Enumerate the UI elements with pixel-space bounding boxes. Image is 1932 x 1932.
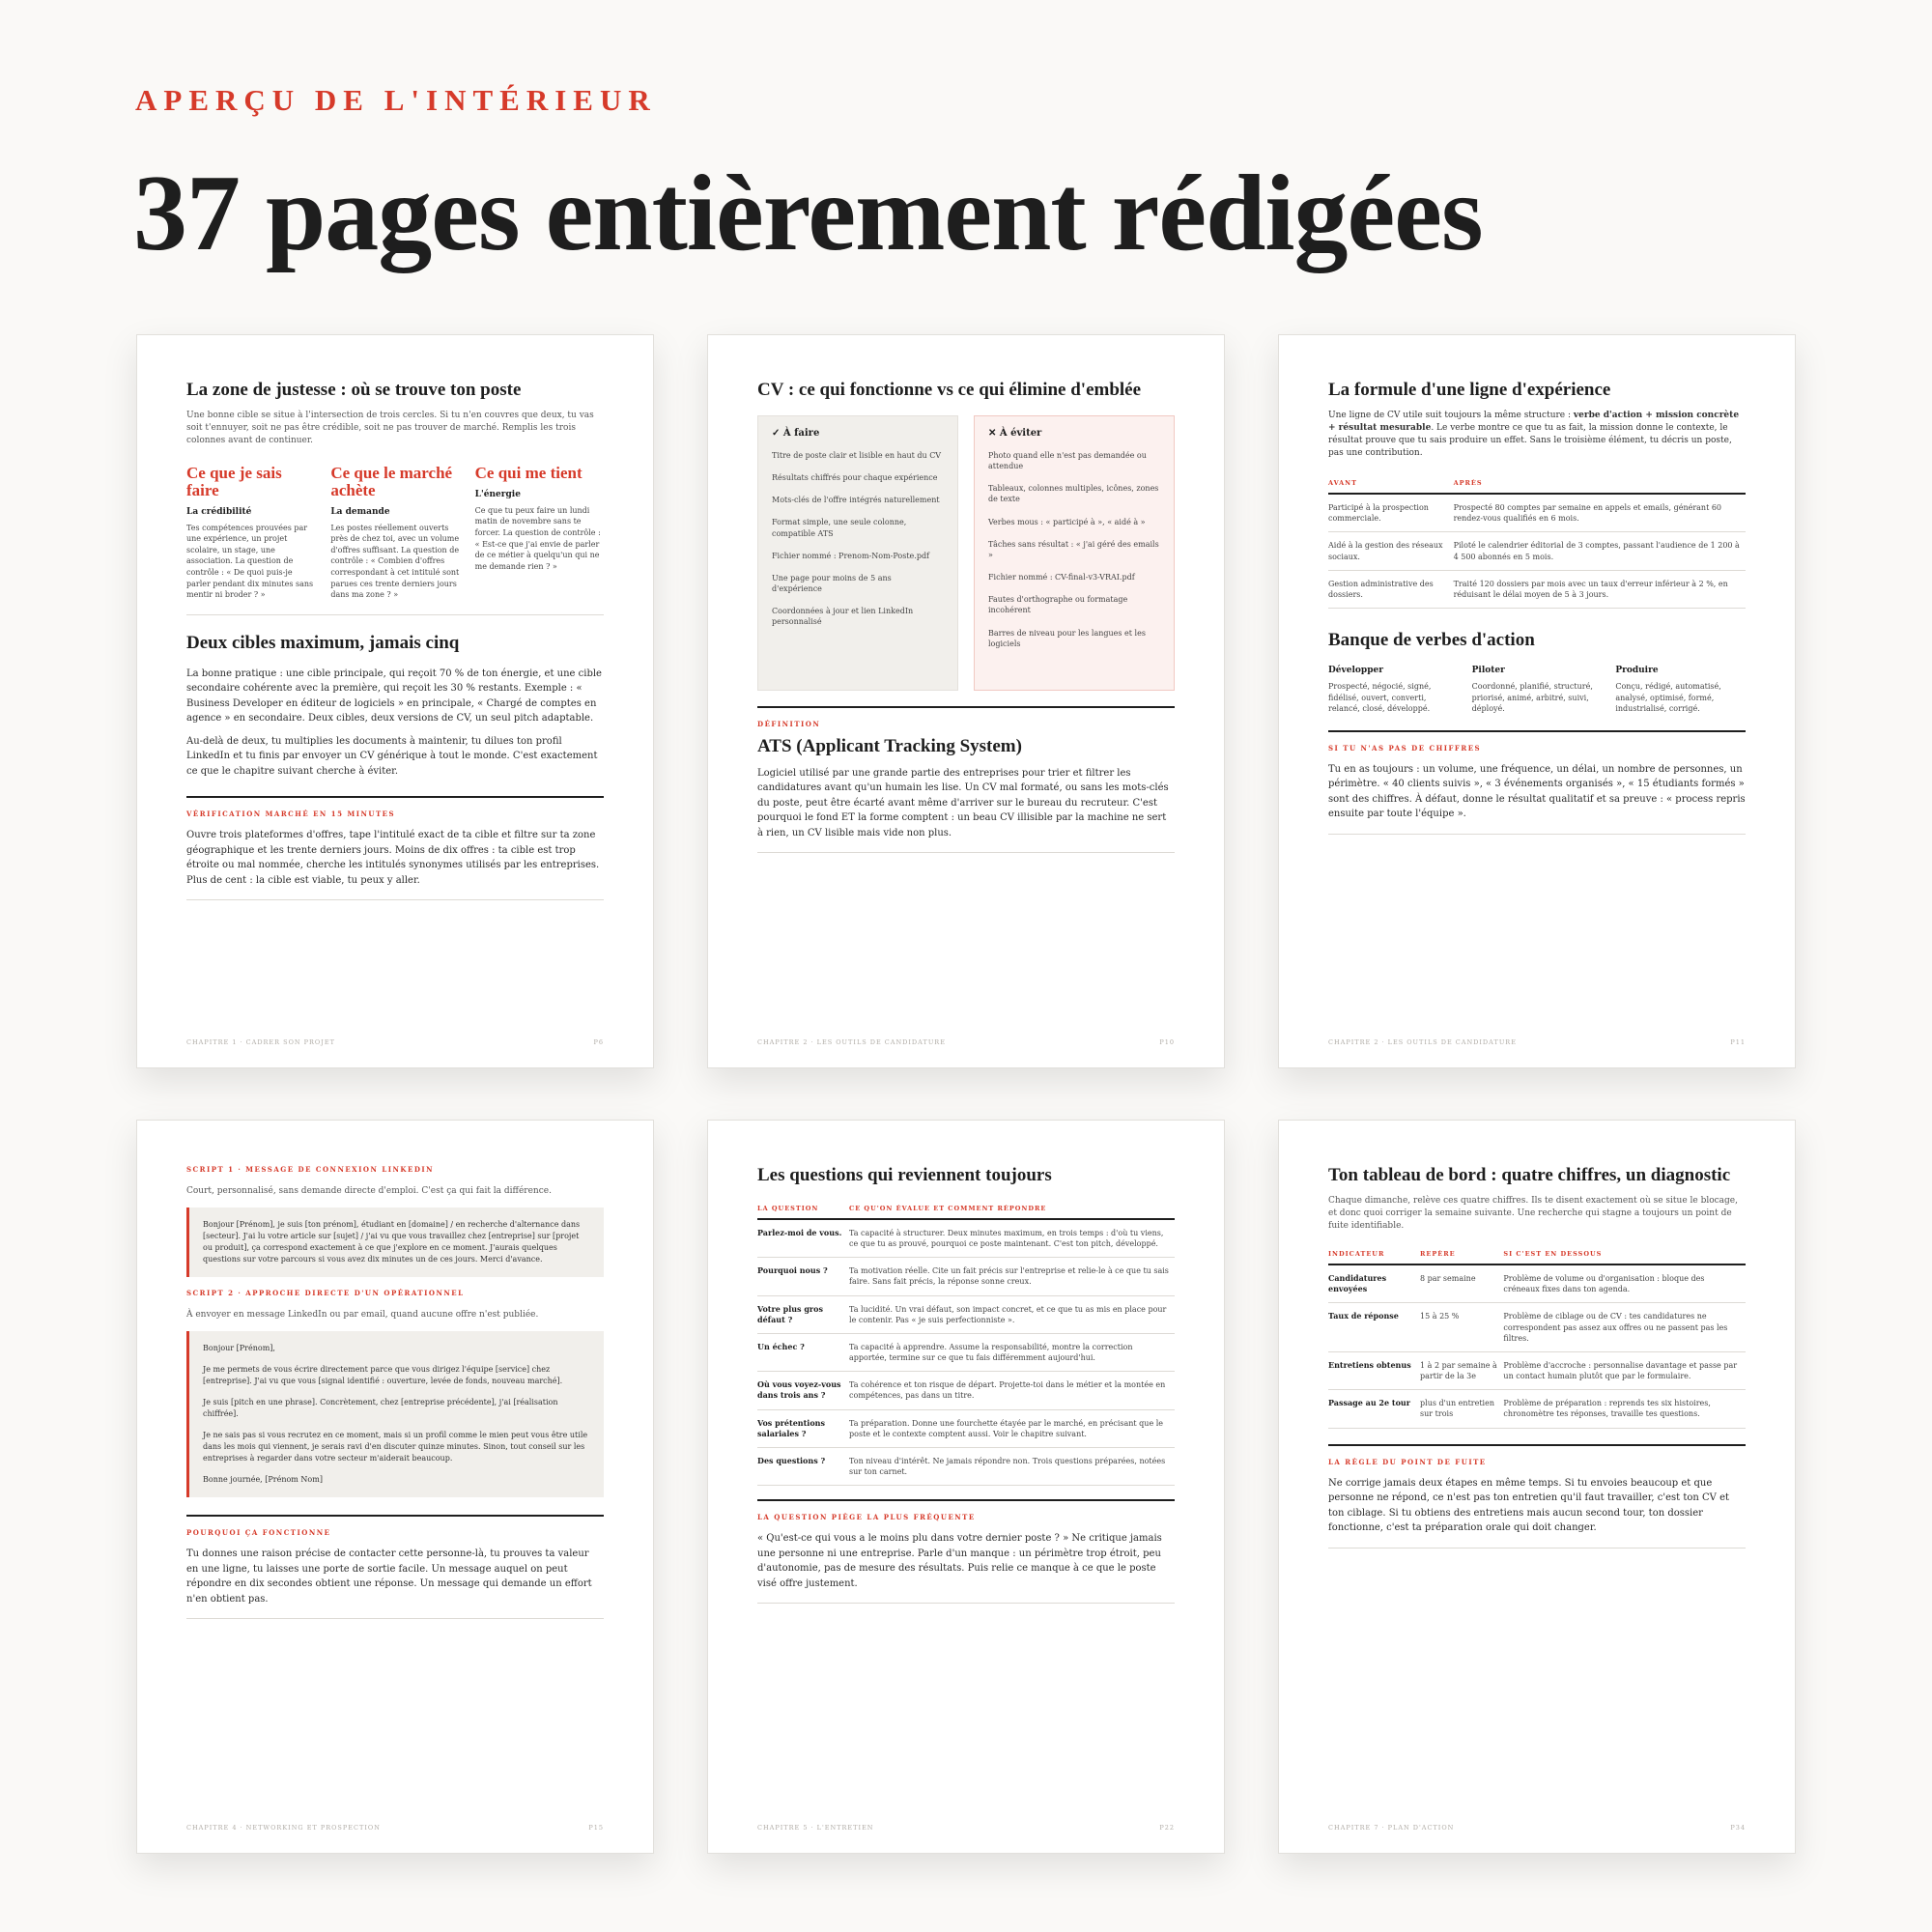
column-3 [475, 465, 604, 601]
script-quote-2 [186, 1331, 604, 1497]
paragraph: « Qu'est-ce qui vous a le moins plu dans votre dernier poste ? » Ne critique jamais une personne ni une entreprise. Parle d'un manque : un périmètre trop étroit, peu d'autonomie, pas de mesure des résultats. Puis relie ce manque à ce que le poste visé offre justement. [757, 1533, 1162, 1589]
script-note: Court, personnalisé, sans demande directe d'emploi. C'est ça qui fait la différence. [186, 1186, 552, 1196]
table-cell: Vos prétentions salariales ? [757, 1409, 849, 1447]
table-cell: Problème de ciblage ou de CV : tes candidatures ne correspondent pas assez aux offres ou ne passent pas les filtres. [1503, 1303, 1746, 1352]
intro-formula: verbe d'action + mission concrète + résultat mesurable [1328, 410, 1740, 433]
definition-text: Logiciel utilisé par une grande partie des entreprises pour trier et filtrer les candidatures avant qu'un humain les lise. Un CV mal formaté, ou sans les mots-clés du poste, peut être écarté avant même d'arriver sur le bureau du recruteur. C'est pourquoi le fond ET la forme comptent : un beau CV illisible par la machine ne sert à rien, un CV lisible mais vide non plus. [757, 767, 1169, 838]
intro-text: Une ligne de CV utile suit toujours la même structure : [1328, 410, 1574, 420]
footer-page-number: P15 [588, 1824, 604, 1832]
page6-title: Ton tableau de bord : quatre chiffres, un diagnostic [1328, 1165, 1731, 1185]
page1-columns [186, 465, 604, 601]
verb-column [1328, 666, 1459, 715]
page2-title: CV : ce qui fonctionne vs ce qui élimine d'emblée [757, 380, 1142, 400]
divider [1328, 834, 1746, 835]
table-cell: Ta préparation. Donne une fourchette étayée par le marché, en précisant que le poste et le contexte comptent aussi. Voir le chapitre suivant. [849, 1409, 1175, 1447]
list-item: Fautes d'orthographe ou formatage incohérent [988, 595, 1128, 615]
footer-page-number: P22 [1159, 1824, 1175, 1832]
script-quote-1: Bonjour [Prénom], je suis [ton prénom], étudiant en [domaine] / en recherche d'alternance dans [secteur]. J'ai lu votre article sur [sujet] / j'ai vu que vous travaillez chez [entreprise] sur [projet ou produit], ça correspond exactement à ce que j'explore en ce moment. J'aurais quelques questions sur votre parcours si vous avez dix minutes un de ces jours. Merci d'avance. [186, 1208, 604, 1277]
kicker: DÉFINITION [757, 719, 821, 728]
table-cell: Parlez-moi de vous. [757, 1219, 849, 1258]
table-row [757, 1448, 1175, 1486]
divider [186, 1618, 604, 1619]
preview-page-1 [136, 334, 654, 1068]
table-cell: 15 à 25 % [1420, 1303, 1503, 1352]
divider [1328, 730, 1746, 732]
table-cell: 1 à 2 par semaine à partir de la 3e [1420, 1351, 1503, 1389]
column-text: Les postes réellement ouverts près de chez toi, avec un volume d'offres suffisant. La question de contrôle : « Combien d'offres correspondant à cet intitulé sont parues ces trente derniers jours dans ma zone ? » [330, 523, 460, 600]
divider [186, 614, 604, 615]
eyebrow: APERÇU DE L'INTÉRIEUR [135, 83, 657, 117]
column-header: LA QUESTION [757, 1199, 849, 1219]
kicker: SCRIPT 2 · APPROCHE DIRECTE D'UN OPÉRATIONNEL [186, 1289, 465, 1298]
column-title: Ce qui me tient [474, 463, 582, 482]
divider [757, 1603, 1175, 1604]
table-cell: Ta capacité à structurer. Deux minutes maximum, en trois temps : d'où tu viens, ce que tu as prouvé, pourquoi ce poste maintenant. C'est ton pitch, développé. [849, 1219, 1175, 1258]
kicker: SI TU N'AS PAS DE CHIFFRES [1328, 743, 1482, 753]
table-cell: Gestion administrative des dossiers. [1328, 570, 1454, 608]
footer-chapter: CHAPITRE 4 · NETWORKING ET PROSPECTION [186, 1824, 381, 1832]
page6-intro: Chaque dimanche, relève ces quatre chiffres. Ils te disent exactement où se situe le blocage, et donc quoi corriger la semaine suivante. Une recherche qui stagne a toujours un point de fuite identifiable. [1328, 1195, 1738, 1231]
do-title: ✓ À faire [772, 427, 820, 439]
preview-page-2 [707, 334, 1225, 1068]
page-footer [757, 1824, 1175, 1832]
page-title: 37 pages entièrement rédigées [133, 154, 1483, 273]
verb-text: Coordonné, planifié, structuré, priorisé, animé, arbitré, suivi, déployé. [1471, 681, 1593, 714]
column-title: Ce que je sais faire [186, 463, 282, 499]
paragraph: Au-delà de deux, tu multiplies les documents à maintenir, tu dilues ton profil LinkedIn et tu finis par envoyer un CV générique à tout le monde. C'est exactement ce que le chapitre suivant cherche à éviter. [186, 735, 598, 777]
list-item: Tableaux, colonnes multiples, icônes, zones de texte [988, 484, 1159, 504]
paragraph: Tu donnes une raison précise de contacter cette personne-là, tu prouves ta valeur en une ligne, tu laisses une porte de sortie facile. Un message auquel on peut répondre en dix secondes obtient une réponse. Un message qui demande un effort n'en obtient pas. [186, 1548, 592, 1605]
table-row [1328, 570, 1746, 608]
list-item: Une page pour moins de 5 ans d'expérience [772, 573, 892, 594]
page1-intro: Une bonne cible se situe à l'intersection de trois cercles. Si tu n'en couvres que deux, tu vas soit t'ennuyer, soit ne pas être crédible, soit ne pas trouver de marché. Remplis les trois colonnes avant de continuer. [186, 410, 594, 445]
column-header: SI C'EST EN DESSOUS [1503, 1244, 1746, 1264]
verb-bank [1328, 666, 1746, 715]
definition-title: ATS (Applicant Tracking System) [757, 735, 1022, 756]
questions-table [757, 1199, 1175, 1487]
table-row [1328, 1264, 1746, 1303]
page-footer [186, 1038, 604, 1046]
divider [757, 706, 1175, 708]
footer-page-number: P6 [593, 1038, 604, 1046]
divider [1328, 1444, 1746, 1446]
preview-page-5 [707, 1120, 1225, 1854]
page1-title: La zone de justesse : où se trouve ton poste [186, 380, 522, 400]
verb-column [1615, 666, 1746, 715]
list-item: Fichier nommé : CV-final-v3-VRAI.pdf [988, 573, 1135, 582]
quote-line: Bonne journée, [Prénom Nom] [203, 1475, 323, 1485]
verb-title: Développer [1328, 665, 1383, 675]
verb-text: Prospecté, négocié, signé, fidélisé, ouvert, converti, relancé, closé, développé. [1328, 681, 1432, 714]
column-2 [330, 465, 459, 601]
column-title: Ce que le marché achète [330, 463, 453, 499]
kicker: VÉRIFICATION MARCHÉ EN 15 MINUTES [186, 810, 396, 819]
column-header: AVANT [1328, 473, 1454, 494]
column-header: APRÈS [1454, 473, 1746, 494]
dont-box [974, 415, 1175, 691]
footer-chapter: CHAPITRE 2 · LES OUTILS DE CANDIDATURE [1328, 1038, 1517, 1046]
column-text: Ce que tu peux faire un lundi matin de novembre sans te forcer. La question de contrôle : « Est-ce que j'ai envie de parler de ce métier à quelqu'un qui ne me demande rien ? » [474, 505, 601, 571]
table-cell: Prospecté 80 comptes par semaine en appels et emails, générant 60 rendez-vous qualifiés en 6 mois. [1454, 494, 1746, 532]
divider [186, 899, 604, 900]
table-cell: Candidatures envoyées [1328, 1264, 1420, 1303]
table-cell: Ta cohérence et ton risque de départ. Projette-toi dans le métier et la montée en compétences, pas dans un titre. [849, 1372, 1175, 1409]
kicker: POURQUOI ÇA FONCTIONNE [186, 1528, 331, 1538]
script-note: À envoyer en message LinkedIn ou par email, quand aucune offre n'est publiée. [186, 1310, 539, 1321]
table-cell: Problème de volume ou d'organisation : bloque des créneaux fixes dans ton agenda. [1503, 1264, 1746, 1303]
list-item: Barres de niveau pour les langues et les logiciels [988, 628, 1146, 648]
list-item: Titre de poste clair et lisible en haut du CV [772, 450, 942, 460]
table-row [757, 1333, 1175, 1371]
quote-line: Je ne sais pas si vous recrutez en ce moment, mais si un profil comme le mien peut vous être utile dans les mois qui viennent, je serais ravi d'en discuter quinze minutes. Sinon, tout conseil sur les entreprises à regarder dans votre secteur m'aiderait beaucoup. [203, 1431, 588, 1463]
footer-chapter: CHAPITRE 1 · CADRER SON PROJET [186, 1038, 335, 1046]
verb-title: Piloter [1471, 665, 1505, 675]
table-cell: plus d'un entretien sur trois [1420, 1390, 1503, 1428]
table-cell: Entretiens obtenus [1328, 1351, 1420, 1389]
column-header: CE QU'ON ÉVALUE ET COMMENT RÉPONDRE [849, 1199, 1175, 1219]
do-box [757, 415, 958, 691]
footer-page-number: P10 [1159, 1038, 1175, 1046]
list-item: Verbes mous : « participé à », « aidé à » [988, 517, 1146, 526]
page3-title: La formule d'une ligne d'expérience [1328, 380, 1611, 400]
paragraph: Ne corrige jamais deux étapes en même temps. Si tu envoies beaucoup et que personne ne répond, ce n'est pas ton entretien qu'il faut travailler, c'est ton CV et ton ciblage. Si tu obtiens des entretiens mais aucun second tour, ton dossier fonctionne, c'est ta préparation orale qui doit changer. [1328, 1477, 1730, 1534]
footer-chapter: CHAPITRE 7 · PLAN D'ACTION [1328, 1824, 1455, 1832]
column-subtitle: L'énergie [474, 489, 521, 499]
table-cell: Ta lucidité. Un vrai défaut, son impact concret, et ce que tu as mis en place pour le contenir. Pas « je suis perfectionniste ». [849, 1295, 1175, 1333]
table-cell: Traité 120 dossiers par mois avec un taux d'erreur inférieur à 2 %, en réduisant le délai moyen de 5 à 3 jours. [1454, 570, 1746, 608]
intro-text: . Le verbe montre ce que tu as fait, la mission donne le contexte, le résultat prouve que tu sais produire un effet. Sans le troisième élément, tu décris un poste, pas une contribution. [1328, 422, 1732, 458]
table-row [1328, 494, 1746, 532]
preview-page-3 [1278, 334, 1796, 1068]
table-cell: Ton niveau d'intérêt. Ne jamais répondre non. Trois questions préparées, notées sur ton carnet. [849, 1448, 1175, 1486]
column-subtitle: La crédibilité [186, 506, 252, 517]
table-cell: Ta motivation réelle. Cite un fait précis sur l'entreprise et relie-le à ce que tu sais faire. Sans fait précis, la réponse sonne creux. [849, 1258, 1175, 1295]
paragraph: La bonne pratique : une cible principale, qui reçoit 70 % de ton énergie, et une cible secondaire cohérente avec la première, qui reçoit les 30 % restants. Exemple : « Business Developer en éditeur de logiciels » en principale, « Chargé de comptes en agence » en secondaire. Deux cibles, deux versions de CV, un seul pitch adaptable. [186, 668, 602, 724]
column-header: REPÈRE [1420, 1244, 1503, 1264]
table-cell: Aidé à la gestion des réseaux sociaux. [1328, 532, 1454, 570]
list-item: Fichier nommé : Prenom-Nom-Poste.pdf [772, 551, 930, 560]
list-item: Mots-clés de l'offre intégrés naturellement [772, 496, 940, 505]
preview-page-6 [1278, 1120, 1796, 1854]
page3-intro [1328, 410, 1746, 460]
table-row [1328, 1390, 1746, 1428]
page-footer [1328, 1038, 1746, 1046]
footer-chapter: CHAPITRE 5 · L'ENTRETIEN [757, 1824, 874, 1832]
before-after-table [1328, 473, 1746, 609]
quote-line: Je suis [pitch en une phrase]. Concrètement, chez [entreprise précédente], j'ai [réalisation chiffrée]. [203, 1398, 558, 1419]
kicker: LA QUESTION PIÈGE LA PLUS FRÉQUENTE [757, 1513, 976, 1522]
table-cell: Où vous voyez-vous dans trois ans ? [757, 1372, 849, 1409]
column-1 [186, 465, 315, 601]
table-cell: Pourquoi nous ? [757, 1258, 849, 1295]
verb-column [1472, 666, 1603, 715]
divider [757, 852, 1175, 853]
table-cell: Un échec ? [757, 1333, 849, 1371]
table-cell: Votre plus gros défaut ? [757, 1295, 849, 1333]
table-cell: Passage au 2e tour [1328, 1390, 1420, 1428]
column-text: Tes compétences prouvées par une expérience, un projet scolaire, un stage, une association. La question de contrôle : « De quoi puis-je parler pendant dix minutes sans mentir ni broder ? » [186, 523, 314, 600]
paragraph: Ouvre trois plateformes d'offres, tape l'intitulé exact de ta cible et filtre sur ta zone géographique et les trente derniers jours. Moins de dix offres : ta cible est trop étroite ou mal nommée, cherche les intitulés synonymes utilisés par les entreprises. Plus de cent : la cible est viable, tu peux y aller. [186, 830, 600, 886]
table-row [1328, 1303, 1746, 1352]
dashboard-table [1328, 1244, 1746, 1429]
dont-title: ✕ À éviter [988, 427, 1042, 439]
quote-line: Bonjour [Prénom], [203, 1344, 275, 1353]
table-row [757, 1372, 1175, 1409]
table-cell: Ta capacité à apprendre. Assume la responsabilité, montre la correction apportée, termine sur ce que tu fais différemment aujourd'hui. [849, 1333, 1175, 1371]
page-footer [757, 1038, 1175, 1046]
column-subtitle: La demande [330, 506, 390, 517]
page-footer [1328, 1824, 1746, 1832]
page-footer [186, 1824, 604, 1832]
preview-page-4 [136, 1120, 654, 1854]
quote-line: Je me permets de vous écrire directement parce que vous dirigez l'équipe [service] chez [entreprise]. J'ai vu que vous [signal identifié : ouverture, levée de fonds, nouveau marché]. [203, 1365, 563, 1386]
table-row [757, 1409, 1175, 1447]
table-cell: Taux de réponse [1328, 1303, 1420, 1352]
kicker: LA RÈGLE DU POINT DE FUITE [1328, 1457, 1487, 1466]
table-row [757, 1258, 1175, 1295]
footer-page-number: P11 [1730, 1038, 1746, 1046]
table-row [757, 1295, 1175, 1333]
table-cell: Piloté le calendrier éditorial de 3 comptes, passant l'audience de 1 200 à 4 500 abonnés en 5 mois. [1454, 532, 1746, 570]
divider [757, 1499, 1175, 1501]
paragraph: Tu en as toujours : un volume, une fréquence, un délai, un nombre de personnes, un périmètre. « 40 clients suivis », « 3 événements organisés », « 15 étudiants formés » sont des chiffres. À défaut, donne le résultat qualitatif et sa preuve : « process repris ensuite par toute l'équipe ». [1328, 763, 1746, 820]
column-header: INDICATEUR [1328, 1244, 1420, 1264]
list-item: Tâches sans résultat : « j'ai géré des emails » [988, 539, 1159, 559]
list-item: Coordonnées à jour et lien LinkedIn personnalisé [772, 607, 914, 627]
table-cell: Problème de préparation : reprends tes six histoires, chronomètre tes réponses, travaille tes questions. [1503, 1390, 1746, 1428]
kicker: SCRIPT 1 · MESSAGE DE CONNEXION LINKEDIN [186, 1165, 435, 1174]
list-item: Format simple, une seule colonne, compatible ATS [772, 518, 907, 538]
page5-title: Les questions qui reviennent toujours [757, 1165, 1052, 1185]
verb-text: Conçu, rédigé, automatisé, analysé, optimisé, formé, industrialisé, corrigé. [1615, 681, 1721, 714]
table-cell: 8 par semaine [1420, 1264, 1503, 1303]
footer-page-number: P34 [1730, 1824, 1746, 1832]
do-dont-boxes [757, 415, 1175, 691]
footer-chapter: CHAPITRE 2 · LES OUTILS DE CANDIDATURE [757, 1038, 946, 1046]
table-cell: Participé à la prospection commerciale. [1328, 494, 1454, 532]
table-cell: Problème d'accroche : personnalise davantage et passe par un contact humain plutôt que par le formulaire. [1503, 1351, 1746, 1389]
table-row [1328, 1351, 1746, 1389]
divider [186, 1515, 604, 1517]
list-item: Résultats chiffrés pour chaque expérience [772, 472, 938, 482]
divider [186, 796, 604, 798]
section-title: Banque de verbes d'action [1328, 630, 1535, 651]
verb-title: Produire [1615, 665, 1659, 675]
section-title: Deux cibles maximum, jamais cinq [186, 632, 460, 653]
table-row [757, 1219, 1175, 1258]
table-cell: Des questions ? [757, 1448, 849, 1486]
list-item: Photo quand elle n'est pas demandée ou attendue [988, 450, 1147, 470]
table-row [1328, 532, 1746, 570]
